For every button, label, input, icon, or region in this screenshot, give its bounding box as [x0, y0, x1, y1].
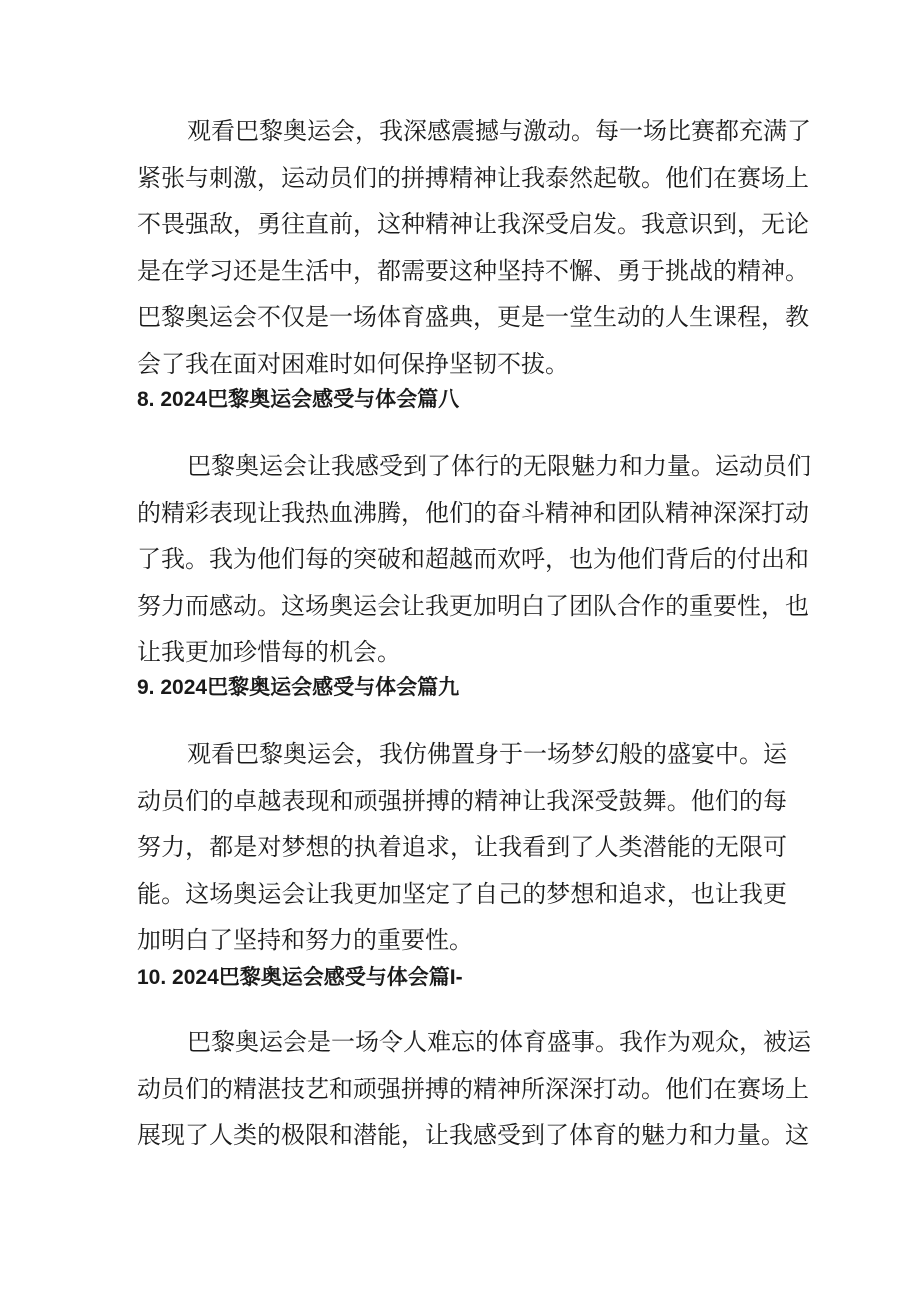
text-line: 观看巴黎奥运会，我深感震撼与激动。每一场比赛都充满了	[187, 117, 811, 145]
paragraph-7-body	[137, 108, 811, 387]
paragraph-10-body	[137, 1019, 811, 1159]
text-line: 动员们的卓越表现和顽强拼搏的精神让我深受鼓舞。他们的每	[137, 786, 787, 815]
text-line: 是在学习还是生活中，都需要这种坚持不懈、勇于挑战的精神。	[137, 256, 809, 285]
text-line: 加明白了坚持和努力的重要性。	[137, 926, 473, 954]
paragraph-9-body	[137, 731, 787, 964]
text-line: 会了我在面对困难时如何保挣坚韧不拔。	[137, 349, 569, 378]
text-line: 动员们的精湛技艺和顽强拼搏的精神所深深打动。他们在赛场上	[137, 1074, 809, 1103]
text-line: 努力而感动。这场奥运会让我更加明白了团队合作的重要性，也	[137, 591, 809, 620]
text-line: 巴黎奥运会让我感受到了体行的无限魅力和力量。运动员们	[187, 452, 811, 480]
section-heading-8: 8. 2024巴黎奥运会感受与体会篇八	[137, 388, 460, 411]
text-line: 巴黎奥运会不仅是一场体育盛典，更是一堂生动的人生课程，教	[137, 303, 809, 331]
section-heading-9: 9. 2024巴黎奥运会感受与体会篇九	[137, 676, 460, 699]
text-line: 不畏强敌，勇往直前，这种精神让我深受启发。我意识到，无论	[137, 210, 809, 238]
text-line: 让我更加珍惜每的机会。	[137, 638, 401, 666]
paragraph-8-body	[137, 443, 811, 676]
text-line: 能。这场奥运会让我更加坚定了自己的梦想和追求，也让我更	[137, 879, 787, 908]
section-heading-10: 10. 2024巴黎奥运会感受与体会篇I-	[137, 966, 463, 989]
text-line: 紧张与刺激，运动员们的拼搏精神让我泰然起敬。他们在赛场上	[137, 163, 809, 192]
text-line: 了我。我为他们每的突破和超越而欢呼，也为他们背后的付出和	[137, 545, 809, 573]
text-line: 观看巴黎奥运会，我仿佛置身于一场梦幻般的盛宴中。运	[187, 740, 787, 768]
text-line: 展现了人类的极限和潜能，让我感受到了体育的魅力和力量。这	[137, 1121, 809, 1149]
text-line: 巴黎奥运会是一场令人难忘的体育盛事。我作为观众，被运	[187, 1028, 811, 1056]
text-line: 努力，都是对梦想的执着追求，让我看到了人类潜能的无限可	[137, 833, 787, 861]
text-line: 的精彩表现让我热血沸腾，他们的奋斗精神和团队精神深深打动	[137, 498, 809, 527]
